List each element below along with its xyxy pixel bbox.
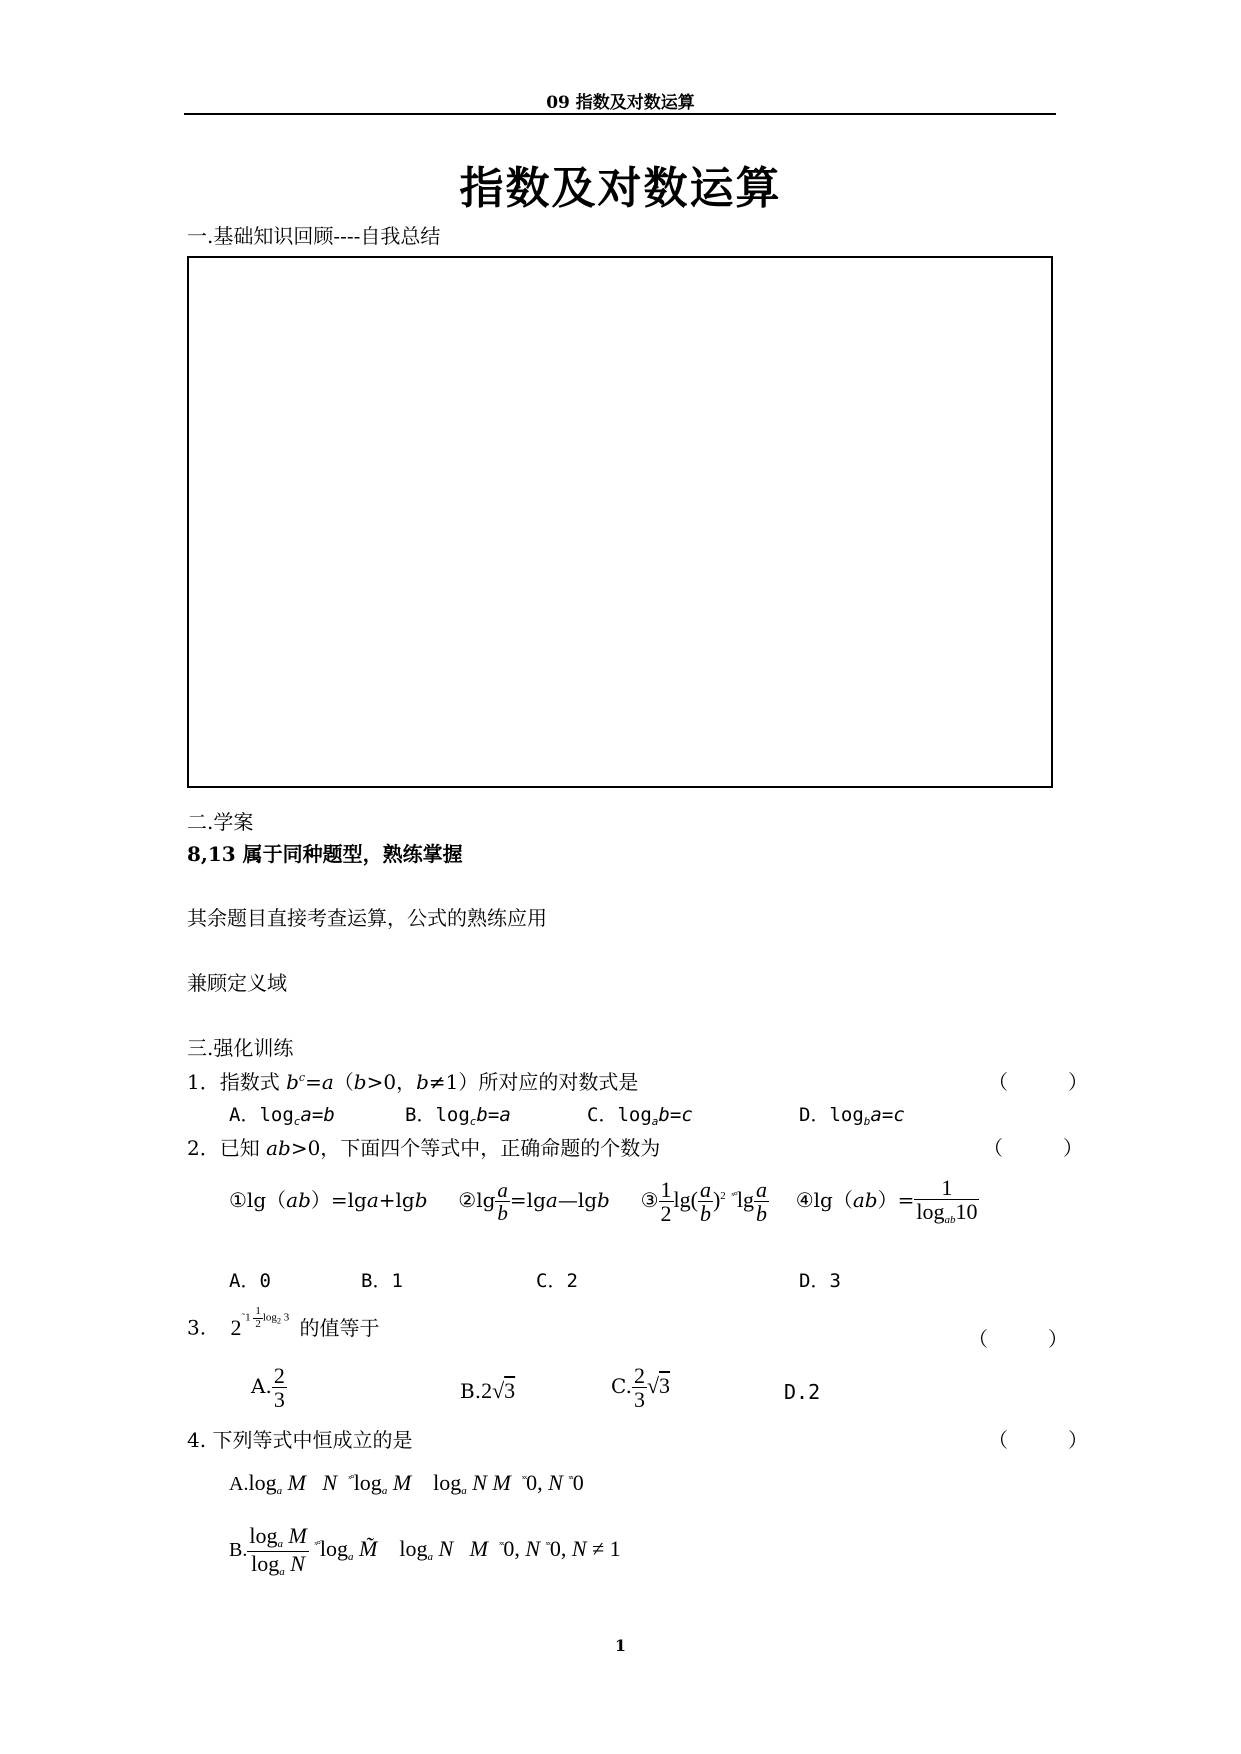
q1-option-c[interactable]	[587, 1100, 693, 1128]
q1-a: a	[321, 1070, 334, 1094]
header-rule	[184, 113, 1056, 115]
q1-option-c-rhs: c	[681, 1104, 693, 1126]
question-4: 4. 下列等式中恒成立的是	[187, 1428, 413, 1452]
page-number: 1	[614, 1636, 627, 1655]
section3-heading: 三.强化训练	[187, 1036, 294, 1060]
q1-option-c-log: log	[617, 1104, 652, 1126]
q1-cond-b2: b	[416, 1070, 429, 1094]
question-1	[187, 1066, 638, 1095]
section2-line3: 兼顾定义域	[187, 971, 287, 995]
q1-prefix: 1．指数式	[187, 1070, 287, 1094]
q3-answer-bracket[interactable]: （ ）	[968, 1327, 1068, 1351]
q2-option-c[interactable]: C．2	[536, 1270, 578, 1292]
q2-statements	[229, 1176, 979, 1227]
page-title: 指数及对数运算	[459, 163, 782, 214]
q2-statement-1: ①lg（ab）=lga+lgb	[229, 1187, 428, 1212]
q1-option-b-eq: =	[487, 1104, 500, 1126]
section1-heading: 一.基础知识回顾----自我总结	[187, 224, 441, 248]
q1-c: c	[298, 1071, 306, 1084]
section2-heading: 二.学案	[187, 810, 254, 834]
q2-option-b[interactable]: B．1	[361, 1270, 403, 1292]
q1-answer-bracket[interactable]: （ ）	[988, 1070, 1088, 1094]
q1-cond-open: （	[333, 1070, 354, 1094]
q1-option-a-arg: a	[300, 1104, 312, 1126]
q2-statement-2: ②lg $\frac{a}{b}$ =lga—lgb	[458, 1177, 610, 1225]
q1-option-d-rhs: c	[893, 1104, 905, 1126]
q1-option-d-label: D．	[799, 1104, 830, 1126]
q1-cond-b1: b	[353, 1070, 367, 1094]
q1-option-d-eq: =	[881, 1104, 894, 1126]
q1-option-d-base: b	[863, 1115, 871, 1128]
q1-b: b	[286, 1070, 299, 1094]
q1-option-b-base: c	[469, 1115, 477, 1128]
q3-option-c[interactable]: C. $\frac{2}{3}$ √3	[611, 1363, 671, 1413]
q1-option-a-label: A．	[229, 1104, 260, 1126]
q2-answer-bracket[interactable]: （ ）	[983, 1136, 1083, 1160]
q1-option-d[interactable]	[799, 1100, 905, 1128]
q1-option-a-eq: =	[311, 1104, 324, 1126]
q1-option-b-label: B．	[405, 1104, 436, 1126]
q3-option-d[interactable]: D.2	[784, 1380, 821, 1404]
summary-box[interactable]	[187, 256, 1053, 788]
running-header: 09 指数及对数运算	[546, 93, 695, 113]
q1-option-c-arg: b	[658, 1104, 670, 1126]
q1-option-c-eq: =	[669, 1104, 682, 1126]
q3-option-a[interactable]: A. $\frac{2}{3}$	[251, 1363, 285, 1413]
q3-base: 2	[230, 1314, 242, 1340]
q3-text: 的值等于	[299, 1315, 380, 1340]
q1-option-d-arg: a	[870, 1104, 882, 1126]
section2-line1: 8,13 属于同种题型，熟练掌握	[187, 842, 463, 866]
q2-statement-4: ④lg（ab）= $\frac{1}{\log_{ab}10}$	[795, 1175, 978, 1227]
q4-option-b[interactable]: B. $\frac{\log_a M}{\log_a N}$ $^{ˣ^\circ}\log_a$ M̃ $\log_a N$ M $^{ˣˣ}$0, N $^{ˣˣ}$0, N ≠ 1	[229, 1523, 621, 1578]
q1-option-b-rhs: a	[499, 1104, 511, 1126]
q1-option-d-log: log	[829, 1104, 864, 1126]
q1-option-b[interactable]	[405, 1100, 511, 1128]
q1-option-a[interactable]	[229, 1100, 335, 1128]
q1-option-c-base: a	[651, 1115, 659, 1128]
q2-text: >0，下面四个等式中，正确命题的个数为	[290, 1136, 661, 1160]
q2-prefix: 2．已知	[187, 1136, 267, 1160]
q1-option-a-base: c	[293, 1115, 301, 1128]
q1-eq: =	[305, 1070, 322, 1094]
q3-label: 3.	[187, 1315, 207, 1340]
q1-cond-mid: >0，	[366, 1070, 417, 1094]
q2-statement-3: ③ $\frac{1}{2}$ lg( $\frac{a}{b}$ )$^2$ $^{ˣ^\circ}$lg $\frac{a}{b}$	[640, 1177, 767, 1227]
q1-option-a-rhs: b	[323, 1104, 335, 1126]
q2-option-a[interactable]: A．0	[229, 1270, 271, 1292]
q3-exponent: ˜1 $\frac{1}{2}$ $\log_2 3$	[241, 1305, 290, 1330]
q2-ab: ab	[266, 1136, 291, 1160]
q4-option-a[interactable]: $A.\log_a$ M N $^{ˣ^\circ}\log_a$ M $\log_a N$ M $^{ˣˣ}$0, N $^{ˣˣ}$0	[229, 1470, 584, 1497]
q1-option-c-label: C．	[587, 1104, 618, 1126]
q4-answer-bracket[interactable]: （ ）	[988, 1428, 1088, 1452]
q3-option-b[interactable]: B.2√3	[460, 1378, 516, 1403]
q1-option-a-log: log	[259, 1104, 294, 1126]
section2-line2: 其余题目直接考查运算，公式的熟练应用	[187, 906, 547, 930]
q1-option-b-log: log	[435, 1104, 470, 1126]
q1-option-b-arg: b	[476, 1104, 488, 1126]
q2-option-d[interactable]: D．3	[799, 1270, 841, 1292]
question-2	[187, 1132, 660, 1161]
q1-cond-end: ≠1）所对应的对数式是	[428, 1070, 639, 1094]
question-3	[187, 1306, 380, 1341]
